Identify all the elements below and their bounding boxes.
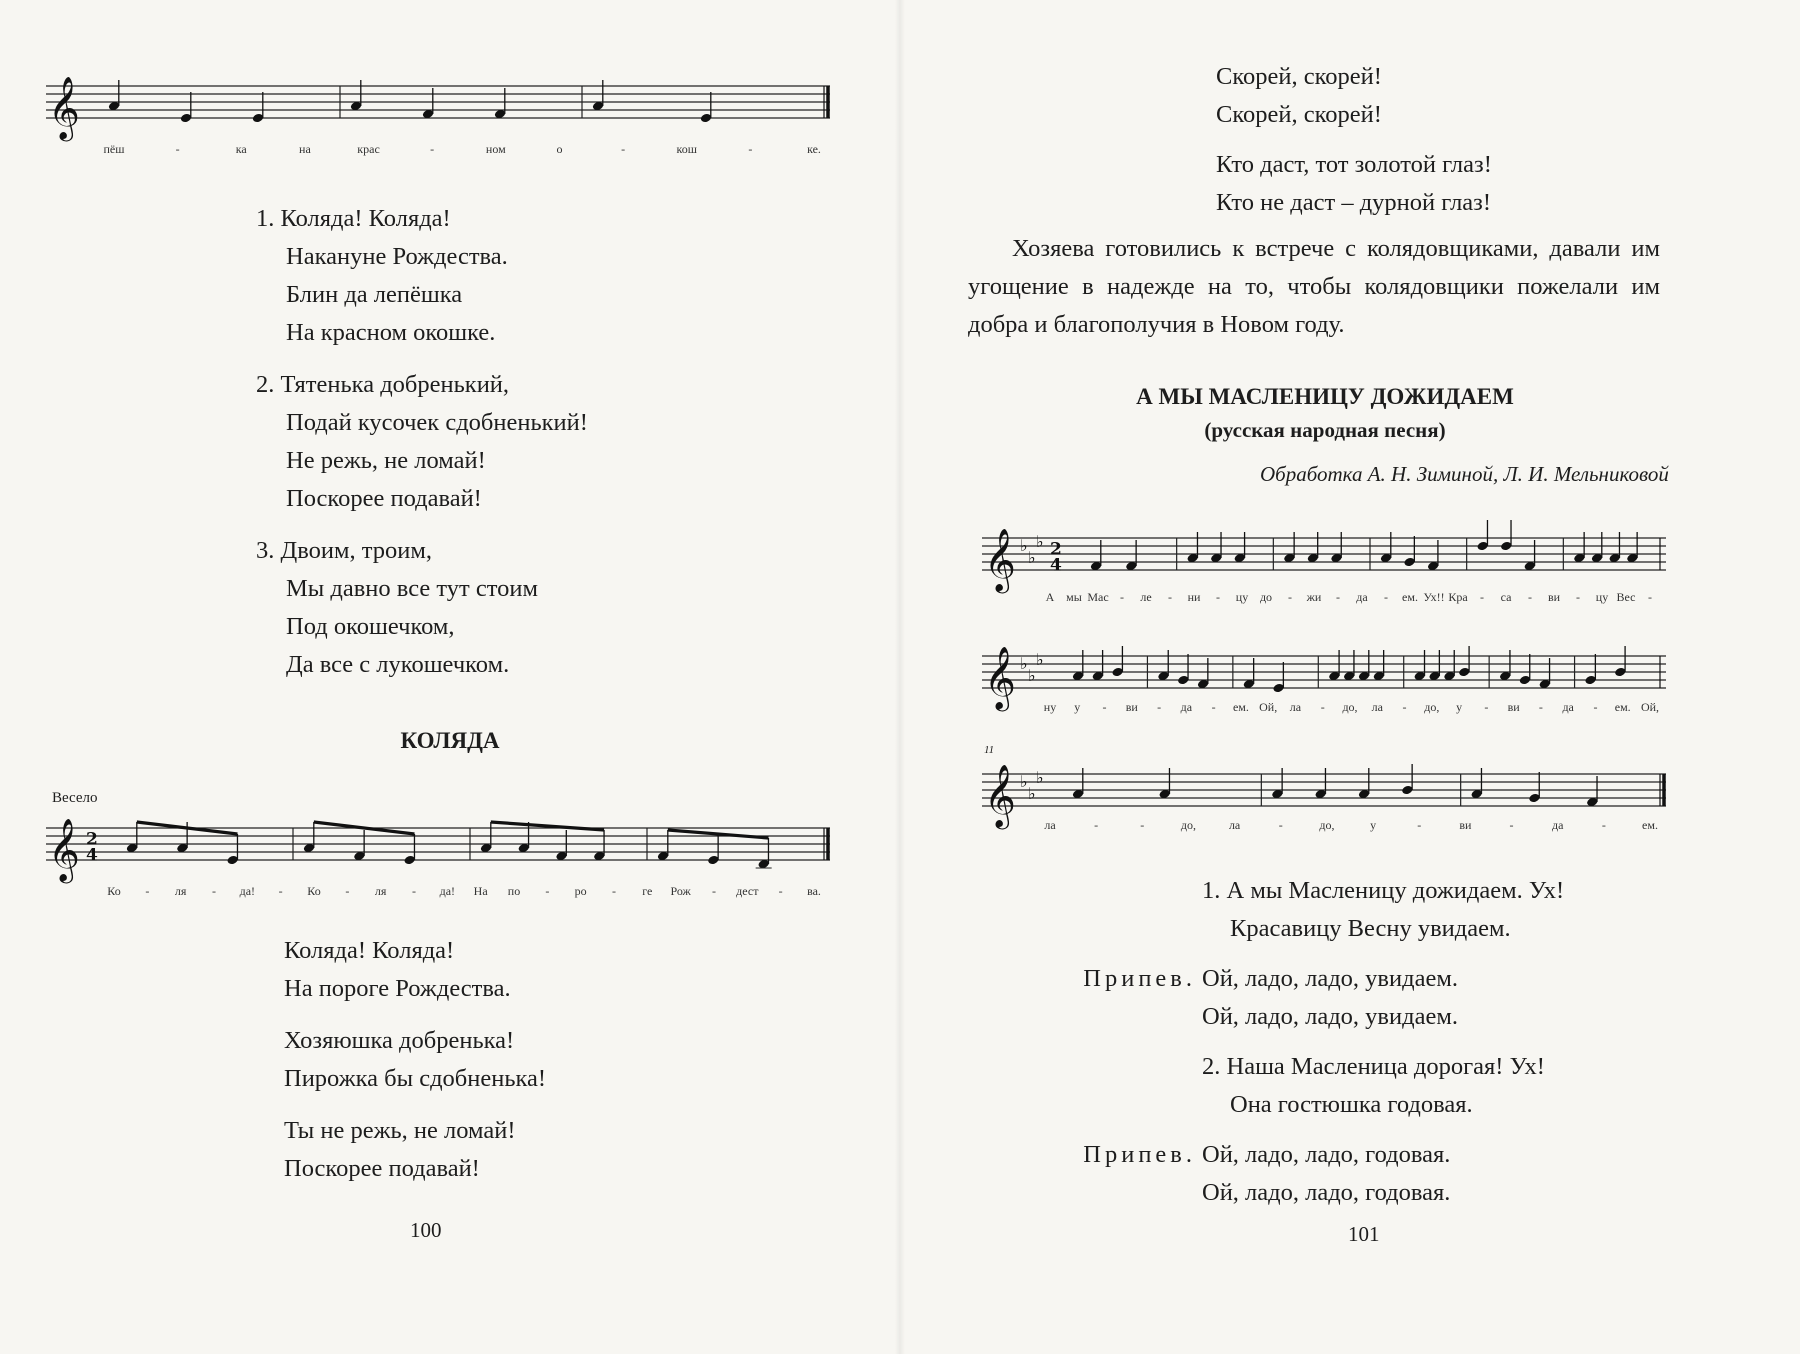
lyric-syllable: На	[473, 884, 488, 898]
lyric-syllable: -	[278, 884, 283, 898]
stanza	[1060, 872, 1564, 948]
lyric-syllable: са	[1500, 590, 1512, 604]
lyric-syllable: ва.	[807, 884, 821, 898]
staff-lyrics-3	[980, 818, 1670, 834]
verse-line: Красавицу Весну увидаем.	[1230, 915, 1511, 942]
lyric-syllable: -	[1480, 590, 1484, 604]
flat-icon: ♭	[1020, 536, 1028, 555]
lyric-syllable: ла	[1044, 818, 1056, 832]
flat-icon: ♭	[1028, 784, 1036, 803]
lyric-syllable: -	[1102, 700, 1107, 714]
verse-line: Ой, ладо, ладо, годовая.	[1202, 1179, 1451, 1206]
lyric-syllable: ви	[1459, 818, 1472, 832]
lyric-syllable: ви	[1507, 700, 1520, 714]
tempo-marking: Весело	[52, 790, 98, 806]
lyric-syllable: -	[1528, 590, 1532, 604]
lyric-syllable: -	[1336, 590, 1340, 604]
verse-line: Хозяюшка добренька!	[284, 1027, 515, 1054]
lyric-syllable: ла	[1371, 700, 1383, 714]
verse-line: Коляда! Коляда!	[284, 937, 455, 964]
lyric-syllable: цу	[1595, 590, 1609, 604]
lyric-syllable: -	[1417, 818, 1422, 832]
lyric-syllable: крас	[357, 142, 380, 156]
music-staff-1	[980, 518, 1670, 594]
lyric-syllable: ем.	[1614, 700, 1631, 714]
lyric-syllable: -	[145, 884, 150, 898]
lyric-syllable: Вес	[1616, 590, 1636, 604]
staff-lyrics-koliada	[44, 884, 834, 900]
lyric-syllable: до,	[1319, 818, 1335, 832]
lyric-syllable: ка	[235, 142, 247, 156]
lyric-syllable: -	[212, 884, 216, 898]
music-staff-koliada	[44, 808, 834, 884]
verse-line: 2. Тятенька добренький,	[256, 371, 510, 398]
lyric-syllable: да	[1356, 590, 1368, 604]
verse-line: Ой, ладо, ладо, годовая.	[1202, 1141, 1451, 1168]
stanza	[256, 366, 588, 518]
verse-line: Кто даст, тот золотой глаз!	[1216, 151, 1492, 178]
verse-line: Мы давно все тут стоим	[286, 575, 538, 602]
lyric-syllable: -	[175, 142, 180, 156]
verse-line: Пирожка бы сдобненька!	[284, 1065, 547, 1092]
stanza	[284, 1112, 546, 1188]
lyric-syllable: -	[1593, 700, 1598, 714]
lyric-syllable: -	[1384, 590, 1388, 604]
lyric-syllable: жи	[1306, 590, 1322, 604]
lyric-syllable: -	[1509, 818, 1514, 832]
treble-clef-icon: 𝄞	[48, 818, 80, 881]
lyric-syllable: ем.	[1402, 590, 1418, 604]
lyric-syllable: -	[412, 884, 416, 898]
verses-maslenitsa	[1060, 872, 1564, 1212]
lyric-syllable: -	[1648, 590, 1652, 604]
verse-line: Блин да лепёшка	[286, 281, 463, 308]
lyric-syllable: у	[1074, 700, 1081, 714]
lyric-syllable: ля	[374, 884, 387, 898]
verses-koliada-2	[284, 932, 546, 1188]
lyric-syllable: дест	[736, 884, 759, 898]
lyric-syllable: -	[1120, 590, 1124, 604]
verse-line: 3. Двоим, троим,	[256, 537, 432, 564]
lyric-syllable: -	[778, 884, 783, 898]
time-signature-top: 2	[86, 829, 98, 850]
lyric-syllable: Мас	[1087, 590, 1109, 604]
verse-line: Поскорее подавай!	[286, 485, 482, 512]
song-subtitle: (русская народная песня)	[1204, 418, 1446, 442]
refrain	[1060, 1136, 1564, 1212]
lyric-syllable: -	[712, 884, 716, 898]
lyric-syllable: -	[1094, 818, 1099, 832]
stanza	[256, 532, 588, 684]
flat-icon: ♭	[1028, 548, 1036, 567]
lyric-syllable: ем.	[1642, 818, 1658, 832]
lyric-syllable: пёш	[103, 142, 125, 156]
music-staff-fragment	[44, 66, 834, 142]
lyric-syllable: -	[1157, 700, 1162, 714]
body-paragraph: Хозяева готовились к встрече с колядовщиками, давали им угощение в надежде на то, чтобы колядовщики пожелали им добра и благополучия в Новом году.	[968, 235, 1660, 338]
stanza	[1216, 58, 1492, 134]
flat-icon: ♭	[1020, 654, 1028, 673]
lyric-syllable: -	[1484, 700, 1489, 714]
lyric-syllable: до,	[1180, 818, 1197, 832]
verse-line: 1. Коляда! Коляда!	[256, 205, 451, 232]
lyric-syllable: -	[545, 884, 550, 898]
lyric-syllable: Кра	[1448, 590, 1468, 604]
flat-icon: ♭	[1036, 532, 1044, 551]
verse-line: Она гостюшка годовая.	[1230, 1091, 1473, 1118]
verse-line: Подай кусочек сдобненький!	[286, 409, 588, 436]
treble-clef-icon: 𝄞	[984, 646, 1016, 709]
lyric-syllable: -	[1211, 700, 1216, 714]
arrangement-credit: Обработка А. Н. Зиминой, Л. И. Мельниковой	[1260, 462, 1669, 486]
verse-line: Ой, ладо, ладо, увидаем.	[1202, 965, 1458, 992]
verse-line: Под окошечком,	[286, 613, 455, 640]
stanza	[256, 200, 588, 352]
verse-line: Скорей, скорей!	[1216, 101, 1382, 128]
lyric-syllable: да!	[239, 884, 256, 898]
lyric-syllable: ем.	[1232, 700, 1249, 714]
lyric-syllable: ном	[485, 142, 506, 156]
verse-line: Ой, ладо, ладо, увидаем.	[1202, 1003, 1458, 1030]
lyric-syllable: ле	[1140, 590, 1152, 604]
lyric-syllable: да!	[439, 884, 456, 898]
measure-number: 11	[984, 744, 995, 756]
refrain-label: Припев.	[1083, 1141, 1196, 1168]
lyric-syllable: у	[1456, 700, 1463, 714]
lyric-syllable: Ой,	[1259, 700, 1278, 714]
verse-line: Не режь, не ломай!	[286, 447, 486, 474]
verse-line: На красном окошке.	[286, 319, 496, 346]
lyric-syllable: ро	[574, 884, 587, 898]
lyric-syllable: Ко	[307, 884, 321, 898]
verse-line: На пороге Рождества.	[284, 975, 511, 1002]
lyric-syllable: ке.	[807, 142, 821, 156]
lyric-syllable: -	[430, 142, 435, 156]
verse-line: Кто не даст – дурной глаз!	[1216, 189, 1492, 216]
verse-line: Поскорее подавай!	[284, 1155, 480, 1182]
lyric-syllable: ла	[1228, 818, 1241, 832]
lyric-syllable: Ух!!	[1423, 590, 1445, 604]
staff-lyrics-1	[980, 590, 1670, 606]
lyric-syllable: ви	[1125, 700, 1138, 714]
lyric-syllable: ну	[1043, 700, 1057, 714]
page-number: 101	[1348, 1222, 1380, 1246]
lyric-syllable: -	[612, 884, 616, 898]
lyric-syllable: до	[1259, 590, 1273, 604]
verse-line: Накануне Рождества.	[286, 243, 508, 270]
treble-clef-icon: 𝄞	[48, 76, 80, 139]
flat-icon: ♭	[1036, 768, 1044, 787]
refrain-label: Припев.	[1083, 965, 1196, 992]
lyric-syllable: -	[748, 142, 753, 156]
verse-line: 1. А мы Масленицу дожидаем. Ух!	[1202, 877, 1565, 904]
page-101	[900, 0, 1800, 1354]
lyric-syllable: ни	[1187, 590, 1201, 604]
verse-line: Скорей, скорей!	[1216, 63, 1382, 90]
lyric-syllable: о	[556, 142, 563, 156]
lyric-syllable: цу	[1235, 590, 1249, 604]
verses-top	[1216, 58, 1492, 222]
lyric-syllable: -	[621, 142, 626, 156]
treble-clef-icon: 𝄞	[984, 528, 1016, 591]
verse-line: Да все с лукошечком.	[286, 651, 510, 678]
lyric-syllable: да	[1562, 700, 1574, 714]
song-title-maslenitsa: А МЫ МАСЛЕНИЦУ ДОЖИДАЕМ	[1136, 384, 1514, 409]
flat-icon: ♭	[1020, 772, 1028, 791]
lyric-syllable: Ой,	[1640, 700, 1660, 714]
lyric-syllable: да	[1180, 700, 1193, 714]
lyric-syllable: -	[1320, 700, 1325, 714]
staff-lyrics-2	[980, 700, 1670, 716]
stanza	[1216, 146, 1492, 222]
lyric-syllable: по	[507, 884, 521, 898]
lyric-syllable: -	[1168, 590, 1172, 604]
lyric-syllable: до,	[1424, 700, 1440, 714]
lyric-syllable: мы	[1066, 590, 1082, 604]
stanza	[284, 1022, 546, 1098]
note-beam	[491, 822, 604, 830]
lyric-syllable: ла	[1289, 700, 1302, 714]
treble-clef-icon: 𝄞	[984, 764, 1016, 827]
lyric-syllable: да	[1551, 818, 1564, 832]
lyric-syllable: ге	[642, 884, 653, 898]
lyric-syllable: ля	[174, 884, 187, 898]
lyric-syllable: Ко	[107, 884, 121, 898]
verse-line: Ты не режь, не ломай!	[284, 1117, 516, 1144]
time-signature-bottom: 4	[1050, 555, 1062, 576]
lyric-syllable: -	[1601, 818, 1606, 832]
lyric-syllable: -	[1402, 700, 1407, 714]
lyric-syllable: -	[345, 884, 350, 898]
stanza	[284, 932, 546, 1008]
lyric-syllable: кош	[676, 142, 697, 156]
lyric-syllable: на	[299, 142, 311, 156]
song-title-koliada: КОЛЯДА	[400, 728, 500, 753]
lyric-syllable: -	[1140, 818, 1145, 832]
lyric-syllable: -	[1216, 590, 1220, 604]
lyric-syllable: -	[1278, 818, 1283, 832]
flat-icon: ♭	[1028, 666, 1036, 685]
stanza	[1060, 1048, 1564, 1124]
time-signature-top: 2	[1050, 539, 1062, 560]
lyric-syllable: -	[1576, 590, 1580, 604]
flat-icon: ♭	[1036, 650, 1044, 669]
lyric-syllable: -	[1288, 590, 1292, 604]
verse-line: 2. Наша Масленица дорогая! Ух!	[1202, 1053, 1545, 1080]
lyric-syllable: у	[1370, 818, 1377, 832]
lyric-syllable: Рож	[670, 884, 691, 898]
lyric-syllable: А	[1045, 590, 1055, 604]
lyric-syllable: ви	[1547, 590, 1561, 604]
lyric-syllable: -	[1538, 700, 1543, 714]
refrain	[1060, 960, 1564, 1036]
verses-koliada-1	[256, 200, 588, 684]
staff-lyrics-fragment	[44, 142, 834, 158]
lyric-syllable: до,	[1342, 700, 1358, 714]
time-signature-bottom: 4	[86, 845, 98, 866]
page-number: 100	[410, 1218, 442, 1242]
